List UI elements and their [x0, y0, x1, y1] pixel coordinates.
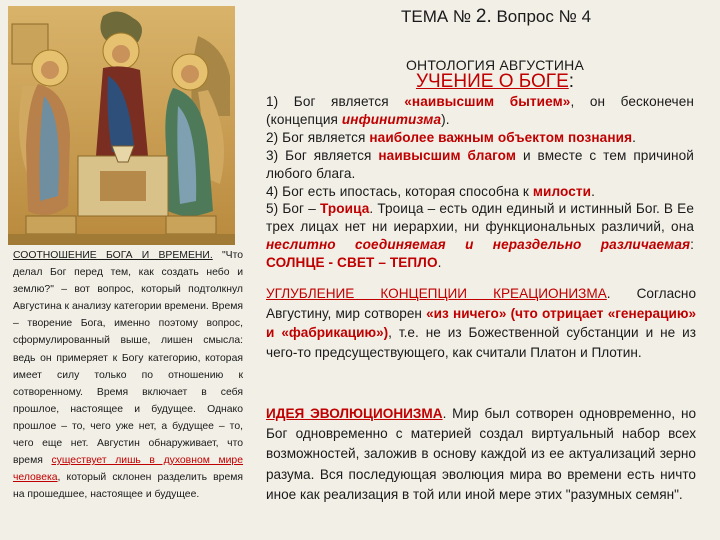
section-title-text: УЧЕНИЕ О БОГЕ — [415, 71, 569, 92]
time-section-heading: СООТНОШЕНИЕ БОГА И ВРЕМЕНИ. — [13, 250, 213, 261]
point-5-highlight-2: неслитно соединяемая и нераздельно различаемая — [266, 237, 691, 253]
point-2-end: . — [632, 129, 637, 145]
point-3-highlight: наивысшим благом — [378, 147, 517, 163]
creationism-highlight: «из ничего» (что отрицает «генерацию» и «фабрикацию») — [266, 305, 696, 340]
left-text-block — [13, 247, 243, 503]
creationism-paragraph — [266, 284, 696, 362]
point-4-text: Бог есть ипостась, которая способна к — [278, 183, 533, 199]
point-5-mid: . Троица – есть один единый и истинный Бог. В Ее трех лицах нет ни иерархии, ни функциональных различий, она — [266, 201, 694, 235]
point-5-text: Бог – — [278, 201, 320, 217]
evolutionism-heading: ИДЕЯ ЭВОЛЮЦИОНИЗМА — [266, 406, 443, 421]
topic-header — [336, 6, 656, 28]
time-section-body-start: "Что делал Бог перед тем, как создать небо и землю?" – вот вопрос, который подтолкнул Августина к анализу категории времени. Время – творение Бога, именно поэтому вопрос, сформулированный выше, лишен смысла: ведь он примеряет к Богу категорию, которая имеет силу только по отношению к сотворенному. Время включает в себя прошлое, настоящее и будущее. Однако прошлое – то, чего уже нет, а будущее – то, чего еще нет. Августин обнаруживает, что время — [13, 250, 244, 467]
point-3-num: 3) — [266, 147, 279, 163]
question-prefix: Вопрос № — [491, 7, 582, 26]
creationism-heading: УГЛУБЛЕНИЕ КОНЦЕПЦИИ КРЕАЦИОНИЗМА — [266, 286, 607, 301]
point-5-highlight-3: СОЛНЦЕ - СВЕТ – ТЕПЛО — [266, 255, 438, 271]
point-3-end: и вместе с тем причиной любого блага. — [266, 147, 694, 181]
time-section-body-end: , который склонен разделить время на прошедшее, настоящее и будущее. — [13, 472, 243, 501]
god-doctrine-points — [266, 93, 694, 272]
point-3-text: Бог является — [278, 147, 379, 163]
point-2-highlight: наиболее важным объектом познания — [369, 129, 633, 145]
time-section-highlight: существует лишь в духовном мире человека — [13, 455, 243, 484]
question-number: 4 — [581, 7, 592, 26]
point-1 — [266, 94, 694, 127]
point-4-end: . — [591, 183, 596, 199]
point-4 — [266, 184, 595, 199]
point-1-text: Бог является — [278, 94, 405, 109]
point-1-highlight-2: инфинитизма — [341, 111, 442, 127]
point-5 — [266, 201, 694, 270]
creationism-text-1: . Согласно Августину, мир сотворен — [266, 286, 697, 321]
point-1-end: ). — [441, 111, 450, 127]
theme-prefix: ТЕМА № — [400, 7, 476, 26]
point-3 — [266, 148, 694, 181]
point-5-highlight: Троица — [319, 201, 370, 217]
point-5-num: 5) — [266, 201, 279, 217]
point-2-num: 2) — [266, 129, 279, 145]
point-1-mid: , он бесконечен (концепция — [266, 94, 694, 127]
point-2 — [266, 130, 636, 145]
point-1-highlight: «наивысшим бытием» — [404, 94, 571, 109]
trinity-icon-image — [8, 6, 235, 245]
point-1-num: 1) — [266, 94, 279, 109]
point-4-highlight: милости — [532, 183, 592, 199]
creationism-text-2: , т.е. не из Божественной субстанции и не из чего-то предсуществующего, как считали Платон и Плотин. — [266, 325, 696, 360]
point-2-text: Бог является — [278, 129, 370, 145]
point-5-end: . — [437, 255, 442, 271]
evolutionism-paragraph — [266, 404, 696, 505]
point-5-mid-2: : — [690, 237, 694, 253]
point-4-num: 4) — [266, 183, 279, 199]
theme-number: 2. — [475, 6, 492, 27]
section-title-colon: : — [568, 71, 575, 92]
page-subtitle: ОНТОЛОГИЯ АВГУСТИНА — [405, 57, 585, 73]
evolutionism-text: . Мир был сотворен одновременно, но Бог одновременно с материей создал виртуальный набор всех возможностей, заложив в основу каждой из ее актуализаций зерно разума. Вся последующая эволюция мира во времени есть ничто иное как реализация в той или иной мере этих "разумных семян". — [266, 406, 697, 502]
section-title — [330, 71, 660, 93]
